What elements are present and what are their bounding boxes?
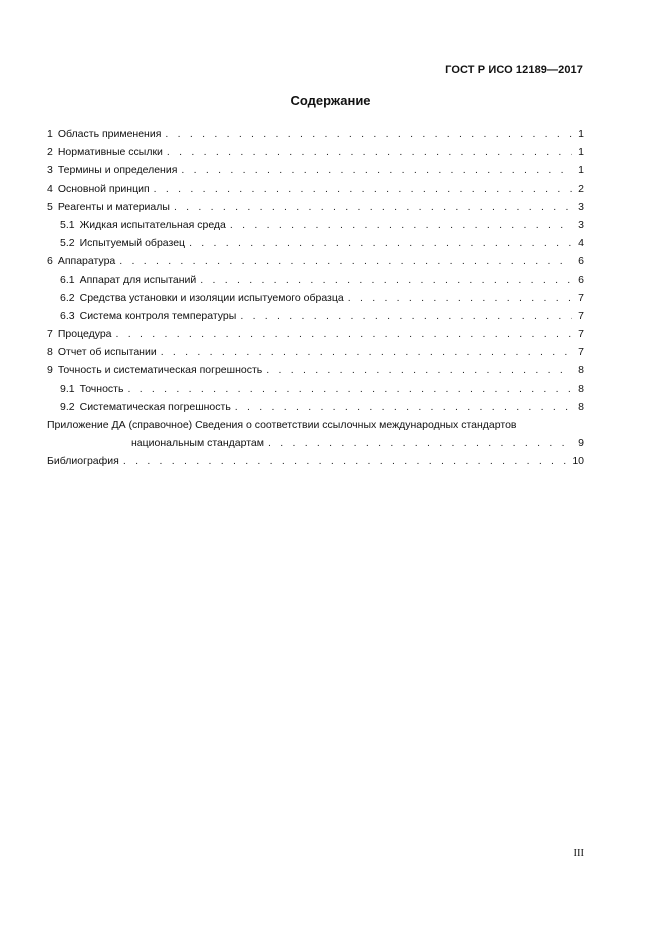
toc-entry-title: Термины и определения bbox=[57, 164, 178, 177]
toc-entry-7[interactable] bbox=[47, 325, 584, 343]
toc-entry-6-2[interactable] bbox=[47, 289, 584, 307]
toc-entry-title: Средства установки и изоляции испытуемого образца bbox=[79, 291, 344, 304]
table-of-contents bbox=[47, 125, 584, 471]
toc-dot-leader bbox=[119, 252, 572, 270]
toc-dot-leader bbox=[348, 289, 572, 307]
toc-entry-number: 2 bbox=[47, 146, 53, 159]
toc-annex-entry[interactable] bbox=[47, 434, 584, 452]
toc-dot-leader bbox=[116, 325, 572, 343]
toc-annex-line-1[interactable]: Приложение ДА (справочное) Сведения о соответствии ссылочных международных стандартов bbox=[47, 419, 517, 431]
toc-entry-number: 1 bbox=[47, 128, 53, 140]
toc-entry-number: 5 bbox=[47, 200, 53, 213]
toc-entry-title: Реагенты и материалы bbox=[57, 200, 170, 213]
toc-dot-leader bbox=[181, 161, 572, 179]
toc-entry-page: 8 bbox=[578, 400, 584, 413]
toc-entry-5-2[interactable] bbox=[47, 234, 584, 252]
toc-entry-9[interactable] bbox=[47, 361, 584, 379]
toc-entry-number: 6.2 bbox=[60, 291, 75, 304]
toc-entry-page: 2 bbox=[578, 182, 584, 195]
toc-entry-page: 3 bbox=[578, 200, 584, 213]
toc-entry-4[interactable] bbox=[47, 180, 584, 198]
toc-entry-number: 3 bbox=[47, 164, 53, 177]
toc-entry-page: 8 bbox=[578, 364, 584, 377]
toc-entry-number: 8 bbox=[47, 346, 53, 359]
toc-entry-9-1[interactable] bbox=[47, 380, 584, 398]
toc-dot-leader bbox=[161, 343, 572, 361]
toc-entry-6[interactable] bbox=[47, 252, 584, 270]
toc-entry-title: Библиография bbox=[47, 455, 119, 468]
toc-entry-page: 8 bbox=[578, 382, 584, 395]
toc-dot-leader bbox=[240, 307, 572, 325]
toc-entry-2[interactable] bbox=[47, 143, 584, 161]
toc-entry-number: 5.2 bbox=[60, 237, 75, 250]
toc-dot-leader bbox=[154, 180, 572, 198]
toc-entry-number: 9.2 bbox=[60, 400, 75, 413]
toc-entry-3[interactable] bbox=[47, 161, 584, 179]
toc-entry-number: 6.1 bbox=[60, 273, 75, 286]
toc-entry-page: 1 bbox=[578, 146, 584, 159]
toc-entry-number: 7 bbox=[47, 328, 53, 341]
toc-entry-8[interactable] bbox=[47, 343, 584, 361]
toc-entry-number: 9 bbox=[47, 364, 53, 377]
toc-entry-number: 4 bbox=[47, 182, 53, 195]
page-number: III bbox=[573, 848, 584, 859]
toc-entry-1[interactable] bbox=[47, 125, 584, 143]
toc-entry-page: 1 bbox=[578, 128, 584, 140]
toc-entry-number: 6.3 bbox=[60, 309, 75, 322]
toc-dot-leader bbox=[230, 216, 572, 234]
toc-annex-line-2: национальным стандартам bbox=[131, 437, 264, 450]
toc-entry-6-1[interactable] bbox=[47, 271, 584, 289]
toc-dot-leader bbox=[123, 452, 568, 470]
toc-entry-page: 1 bbox=[578, 164, 584, 177]
toc-entry-5[interactable] bbox=[47, 198, 584, 216]
toc-entry-title: Систематическая погрешность bbox=[79, 400, 231, 413]
toc-entry-title: Аппарат для испытаний bbox=[79, 273, 197, 286]
toc-entry-number: 9.1 bbox=[60, 382, 75, 395]
toc-entry-page: 6 bbox=[578, 255, 584, 268]
toc-entry-page: 4 bbox=[578, 237, 584, 250]
toc-dot-leader bbox=[266, 361, 572, 379]
toc-entry-bibliography[interactable] bbox=[47, 452, 584, 470]
toc-entry-title: Основной принцип bbox=[57, 182, 150, 195]
toc-entry-page: 3 bbox=[578, 218, 584, 231]
toc-entry-page: 6 bbox=[578, 273, 584, 286]
toc-entry-9-2[interactable] bbox=[47, 398, 584, 416]
toc-dot-leader bbox=[189, 234, 572, 252]
toc-entry-number: 6 bbox=[47, 255, 53, 268]
toc-entry-title: Отчет об испытании bbox=[57, 346, 157, 359]
toc-entry-page: 7 bbox=[578, 328, 584, 341]
toc-entry-title: Нормативные ссылки bbox=[57, 146, 163, 159]
toc-entry-number: 5.1 bbox=[60, 218, 75, 231]
toc-dot-leader bbox=[174, 198, 572, 216]
toc-entry-title: Точность и систематическая погрешность bbox=[57, 364, 263, 377]
toc-dot-leader bbox=[235, 398, 572, 416]
toc-dot-leader bbox=[165, 125, 572, 143]
toc-entry-5-1[interactable] bbox=[47, 216, 584, 234]
toc-entry-6-3[interactable] bbox=[47, 307, 584, 325]
toc-dot-leader bbox=[127, 380, 572, 398]
toc-entry-page: 9 bbox=[578, 437, 584, 450]
page-title: Содержание bbox=[290, 93, 371, 108]
toc-entry-title: Процедура bbox=[57, 328, 112, 341]
toc-entry-title: Точность bbox=[79, 382, 124, 395]
toc-entry-title: Аппаратура bbox=[57, 255, 116, 268]
toc-entry-page: 7 bbox=[578, 346, 584, 359]
toc-entry-title: Система контроля температуры bbox=[79, 309, 237, 322]
toc-entry-page: 7 bbox=[578, 309, 584, 322]
toc-entry-title: Жидкая испытательная среда bbox=[79, 218, 226, 231]
document-code-header: ГОСТ Р ИСО 12189—2017 bbox=[445, 64, 583, 76]
toc-entry-title: Область применения bbox=[57, 128, 162, 140]
toc-entry-page: 7 bbox=[578, 291, 584, 304]
toc-dot-leader bbox=[268, 434, 572, 452]
toc-entry-page: 10 bbox=[572, 455, 584, 468]
toc-entry-title: Испытуемый образец bbox=[79, 237, 186, 250]
toc-dot-leader bbox=[200, 271, 572, 289]
toc-dot-leader bbox=[167, 143, 572, 161]
